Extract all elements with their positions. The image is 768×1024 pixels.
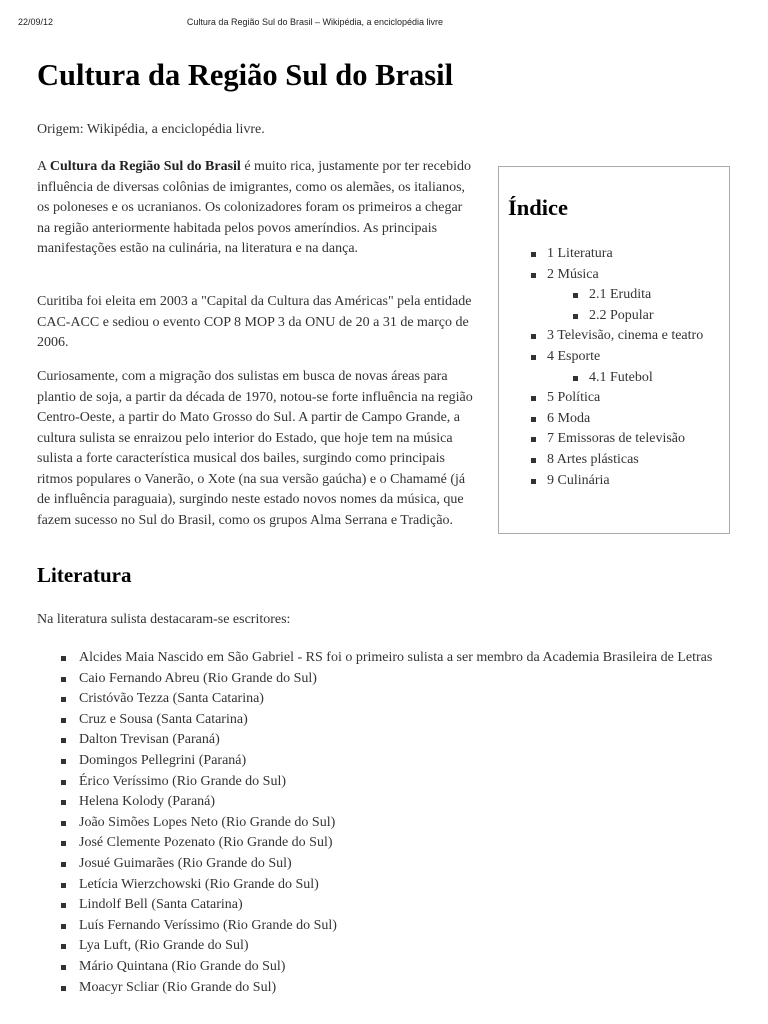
writer-list-item [60, 813, 740, 834]
toc-item[interactable] [521, 368, 726, 389]
toc-item-label[interactable]: 3 Televisão, cinema e teatro [547, 328, 704, 344]
bullet-icon [61, 862, 66, 867]
toc-item[interactable] [521, 409, 726, 430]
origin-note: Origem: Wikipédia, a enciclopédia livre. [37, 122, 265, 137]
bullet-icon [61, 883, 66, 888]
writer-name[interactable]: Érico Veríssimo (Rio Grande do Sul) [79, 773, 286, 789]
intro-text: é muito rica, justamente por ter recebido influência de diversas colônias de imigrantes, como os alemães, os italianos, os poloneses e os ucranianos. Os colonizadores foram os primeiros a chegar na região anteriormente habitada pelos povos ameríndios. As principais manifestações estão na culinária, na literatura e na dança. [37, 159, 471, 256]
bullet-icon [531, 437, 536, 442]
writer-list-item [60, 730, 740, 751]
writer-name[interactable]: Dalton Trevisan (Paraná) [79, 732, 220, 748]
toc-item[interactable] [521, 347, 726, 368]
bullet-icon [61, 841, 66, 846]
toc-item[interactable] [521, 285, 726, 306]
toc-item[interactable] [521, 471, 726, 492]
toc-item-label[interactable]: 4 Esporte [547, 348, 601, 364]
writer-list-item [60, 648, 740, 669]
toc-item[interactable] [521, 450, 726, 471]
print-date: 22/09/12 [18, 17, 54, 27]
toc-item-label[interactable]: 7 Emissoras de televisão [547, 431, 686, 447]
bullet-icon [531, 355, 536, 360]
bullet-icon [61, 697, 66, 702]
toc-item[interactable] [521, 429, 726, 450]
toc-item-label[interactable]: 5 Política [547, 390, 601, 406]
toc-item[interactable] [521, 306, 726, 327]
curitiba-paragraph: Curitiba foi eleita em 2003 a "Capital da Cultura das Américas" pela entidade CAC-ACC e sediou o evento COP 8 MOP 3 da ONU de 20 a 31 de março de 2006. [37, 294, 472, 350]
section-heading-literatura: Literatura [37, 563, 132, 587]
bullet-icon [531, 252, 536, 257]
bullet-icon [61, 924, 66, 929]
toc-item-label[interactable]: 6 Moda [547, 410, 591, 426]
table-of-contents [498, 166, 730, 534]
writer-name[interactable]: Cruz e Sousa (Santa Catarina) [79, 711, 248, 727]
bullet-icon [61, 800, 66, 805]
bullet-icon [573, 376, 578, 381]
toc-item[interactable] [521, 388, 726, 409]
writer-list-item [60, 689, 740, 710]
writer-name[interactable]: Cristóvão Tezza (Santa Catarina) [79, 691, 264, 707]
writer-name[interactable]: Caio Fernando Abreu (Rio Grande do Sul) [79, 670, 317, 686]
toc-item[interactable] [521, 326, 726, 347]
bullet-icon [531, 334, 536, 339]
writer-list-item [60, 978, 740, 999]
bullet-icon [61, 903, 66, 908]
writer-name[interactable]: Luís Fernando Veríssimo (Rio Grande do Sul) [79, 917, 337, 933]
toc-item-label[interactable]: 9 Culinária [547, 472, 610, 488]
bullet-icon [61, 965, 66, 970]
bullet-icon [531, 458, 536, 463]
toc-item-label[interactable]: 2.1 Erudita [589, 287, 652, 303]
toc-item-label[interactable]: 2 Música [547, 266, 599, 282]
bullet-icon [61, 780, 66, 785]
writer-list-item [60, 772, 740, 793]
bullet-icon [61, 738, 66, 743]
writer-name[interactable]: Josué Guimarães (Rio Grande do Sul) [79, 855, 292, 871]
print-page-title: Cultura da Região Sul do Brasil – Wikipédia, a enciclopédia livre [186, 17, 444, 27]
bullet-icon [573, 293, 578, 298]
writer-list-item [60, 669, 740, 690]
bullet-icon [531, 396, 536, 401]
intro-paragraph [37, 157, 477, 260]
toc-item-label[interactable]: 1 Literatura [547, 246, 613, 261]
writer-name[interactable]: Mário Quintana (Rio Grande do Sul) [79, 958, 286, 974]
writer-list-item [60, 854, 740, 875]
writer-name[interactable]: Helena Kolody (Paraná) [79, 794, 216, 810]
bullet-icon [61, 759, 66, 764]
writer-list-item [60, 936, 740, 957]
writer-list-item [60, 710, 740, 731]
toc-item-label[interactable]: 2.2 Popular [589, 307, 654, 323]
writer-name[interactable]: Letícia Wierzchowski (Rio Grande do Sul) [79, 876, 319, 892]
toc-title: Índice [508, 195, 569, 220]
writer-name[interactable]: Lindolf Bell (Santa Catarina) [79, 897, 243, 913]
writers-list [60, 648, 740, 998]
page-title: Cultura da Região Sul do Brasil [37, 58, 454, 92]
toc-item[interactable] [521, 244, 726, 265]
writer-list-item [60, 792, 740, 813]
writer-list-item [60, 916, 740, 937]
writer-name[interactable]: João Simões Lopes Neto (Rio Grande do Sul) [79, 814, 336, 830]
writer-name[interactable]: Domingos Pellegrini (Paraná) [79, 752, 247, 768]
toc-item[interactable] [521, 265, 726, 286]
writer-list-item [60, 833, 740, 854]
writer-list-item [60, 875, 740, 896]
toc-list [521, 244, 726, 491]
bullet-icon [61, 677, 66, 682]
bullet-icon [61, 656, 66, 661]
intro-bold-term: Cultura da Região Sul do Brasil [49, 159, 241, 174]
writer-list-item [60, 957, 740, 978]
bullet-icon [573, 314, 578, 319]
toc-item-label[interactable]: 4.1 Futebol [589, 369, 653, 385]
writer-list-item [60, 751, 740, 772]
writer-name[interactable]: Lya Luft, (Rio Grande do Sul) [79, 938, 249, 954]
bullet-icon [531, 273, 536, 278]
literatura-intro: Na literatura sulista destacaram-se escritores: [37, 612, 291, 627]
writer-list-item [60, 895, 740, 916]
writer-name[interactable]: Moacyr Scliar (Rio Grande do Sul) [79, 979, 277, 995]
bullet-icon [531, 479, 536, 484]
print-header [0, 0, 768, 40]
bullet-icon [61, 821, 66, 826]
writer-name[interactable]: José Clemente Pozenato (Rio Grande do Sul) [79, 835, 333, 851]
migration-paragraph: Curiosamente, com a migração dos sulistas em busca de novas áreas para plantio de soja, a partir da década de 1970, notou-se forte influência na região Centro-Oeste, a partir do Mato Grosso do Sul. A partir de Campo Grande, a cultura sulista se enraizou pelo interior do Estado, que hoje tem na música sulista a forte característica musical dos bailes, surgindo como principais ritmos populares o Vanerão, o Xote (na sua versão gaúcha) e o Chamamé (já de influência paraguaia), surgindo neste estado novos nomes da música, que fazem sucesso no Sul do Brasil, como os grupos Alma Serrana e Tradição. [37, 369, 473, 528]
intro-prefix: A [37, 159, 50, 174]
bullet-icon [531, 417, 536, 422]
bullet-icon [61, 986, 66, 991]
writer-name[interactable]: Alcides Maia Nascido em São Gabriel - RS foi o primeiro sulista a ser membro da Academia Brasileira de Letras [79, 650, 713, 665]
bullet-icon [61, 944, 66, 949]
bullet-icon [61, 718, 66, 723]
toc-item-label[interactable]: 8 Artes plásticas [547, 451, 639, 467]
